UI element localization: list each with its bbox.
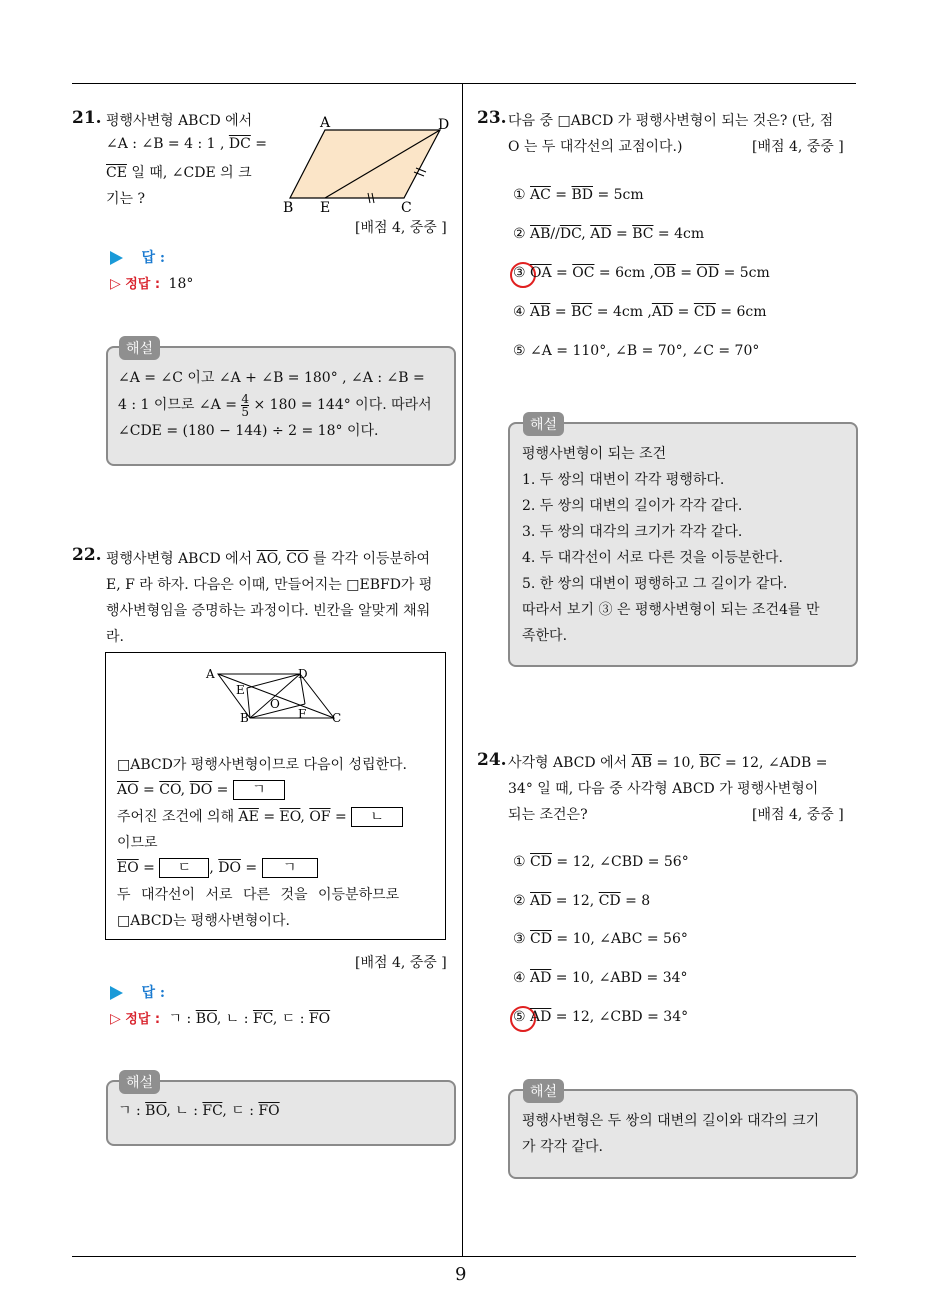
option-4: ④ $\overline{AD} = 10$, ∠ABD = 34° [513,970,688,986]
option-5: ⑤ $\overline{AD} = 12$, ∠CBD = 34° [513,1009,689,1025]
label-f: F [298,707,307,721]
proof-line: 이므로 [117,835,158,851]
answer-label: 답 : [141,985,166,1001]
correct-label: 정답 : [125,1012,161,1027]
solution-line: 1. 두 쌍의 대변이 각각 평행하다. [522,472,725,488]
question-text: 사각형 ABCD 에서 $\overline{AB} = 10$, $\overline{BC} = 12$, ∠ADB = [508,755,828,771]
question-text: 행사변형임을 증명하는 과정이다. 빈칸을 알맞게 채워 [106,603,431,619]
question-number: 23. [477,108,507,128]
correct-label: 정답 : [125,277,161,292]
label-c: C [332,711,342,725]
correct-row [110,273,193,292]
question-text: 평행사변형 ABCD 에서 $\overline{AO}$, $\overline{CO}$ 를 각각 이등분하여 [106,551,431,567]
solution-tag: 해설 [523,412,564,436]
blank-g2: ㄱ [262,858,318,878]
label-b: B [283,200,294,216]
solution-line: ㄱ : $\overline{BO}$, ㄴ : $\overline{FC}$, ㄷ : $\overline{FO}$ [118,1103,280,1119]
solution-tag: 해설 [119,336,160,360]
solution-line: 4. 두 대각선이 서로 다른 것을 이등분한다. [522,550,783,566]
score: [배점 4, 중중 ] [752,139,844,155]
blank-n: ㄴ [351,807,403,827]
proof-line: □ABCD가 평행사변형이므로 다음이 성립한다. [117,757,408,773]
question-number: 22. [72,545,102,565]
option-5: ⑤ ∠A = 110°, ∠B = 70°, ∠C = 70° [513,343,760,359]
label-c: C [401,200,412,216]
solution-line: 따라서 보기 ③ 은 평행사변형이 되는 조건4를 만 [522,602,820,618]
proof-line: 두 대각선이 서로 다른 것을 이등분하므로 [117,887,400,903]
outline-triangle-icon: ▷ [110,1011,121,1027]
parallelogram-figure [280,112,460,216]
bottom-rule [72,1256,856,1257]
score: [배점 4, 중중 ] [752,807,844,823]
answer-row [110,982,165,1002]
answer-row [110,247,165,267]
label-b: B [240,711,249,725]
solution-line: 3. 두 쌍의 대각의 크기가 각각 같다. [522,524,743,540]
question-text: 평행사변형 ABCD 에서 [106,113,253,129]
proof-line: 주어진 조건에 의해 $\overline{AE} = \overline{EO}$, $\overline{OF}$ = ㄴ [117,806,403,827]
blank-d: ㄷ [159,858,209,878]
play-icon [110,986,123,1000]
score: [배점 4, 중중 ] [355,220,447,236]
question-text: 라. [106,629,124,645]
label-e: E [236,683,245,697]
solution-line: ∠CDE = (180 − 144) ÷ 2 = 18° 이다. [118,423,379,439]
question-text: 34° 일 때, 다음 중 사각형 ABCD 가 평행사변형이 [508,781,819,797]
solution-line: 평행사변형이 되는 조건 [522,446,667,462]
top-rule [72,83,856,84]
label-a: A [320,115,331,131]
solution-line: 5. 한 쌍의 대변이 평행하고 그 길이가 같다. [522,576,788,592]
question-text: 되는 조건은? [508,807,588,823]
correct-value: 18° [168,276,194,292]
solution-line: ∠A = ∠C 이고 ∠A + ∠B = 180° , ∠A : ∠B = [118,370,425,386]
option-1: ① $\overline{AC} = \overline{BD} = 5cm$ [513,187,644,203]
question-number: 21. [72,108,102,128]
proof-line: $\overline{AO} = \overline{CO}$, $\overline{DO}$ = ㄱ [117,780,285,800]
option-1: ① $\overline{CD} = 12$, ∠CBD = 56° [513,854,689,870]
question-text: O 는 두 대각선의 교점이다.) [508,139,683,155]
outline-triangle-icon: ▷ [110,276,121,292]
question-text: 다음 중 □ABCD 가 평행사변형이 되는 것은? (단, 점 [508,113,834,129]
question-text: E, F 라 하자. 다음은 이때, 만들어지는 □EBFD가 평 [106,577,433,593]
label-d: D [298,667,308,681]
column-divider [462,83,463,1256]
parallelogram-diagonals-figure [200,660,350,728]
option-2: ② $\overline{AD} = 12$, $\overline{CD} = 8$ [513,893,651,909]
play-icon [110,251,123,265]
label-a: A [206,667,215,681]
option-3: ③ $\overline{OA} = \overline{OC} = 6cm$ $,\overline{OB} = \overline{OD} = 5cm$ [513,265,770,281]
proof-line: □ABCD는 평행사변형이다. [117,913,290,929]
answer-label: 답 : [141,250,166,266]
solution-line: 평행사변형은 두 쌍의 대변의 길이와 대각의 크기 [522,1113,820,1129]
score: [배점 4, 중중 ] [355,955,447,971]
option-4: ④ $\overline{AB} = \overline{BC} = 4cm$ $,\overline{AD} = \overline{CD} = 6cm$ [513,304,767,320]
question-text: $\overline{CE}$ 일 때, ∠CDE 의 크 [106,165,252,181]
question-text: 기는 ? [106,191,146,207]
label-o: O [270,697,280,711]
option-3: ③ $\overline{CD} = 10$, ∠ABC = 56° [513,931,688,947]
correct-row [110,1008,330,1028]
solution-tag: 해설 [119,1070,160,1094]
page-number: 9 [455,1264,467,1285]
proof-line: $\overline{EO}$ = ㄷ , $\overline{DO}$ = ㄱ [117,858,318,878]
blank-g: ㄱ [233,780,285,800]
solution-line: 2. 두 쌍의 대변의 길이가 각각 같다. [522,498,743,514]
solution-tag: 해설 [523,1079,564,1103]
solution-line: 족한다. [522,628,568,644]
solution-line: 4 : 1 이므로 ∠A = $\frac{4}{5}$ × 180 = 144° 이다. 따라서 [118,391,432,419]
solution-line: 가 각각 같다. [522,1139,603,1155]
correct-value: ㄱ : $\overline{BO}$, ㄴ : $\overline{FC}$, ㄷ : $\overline{FO}$ [168,1011,331,1027]
label-e: E [320,200,331,216]
question-number: 24. [477,750,507,770]
question-text: ∠A : ∠B = 4 : 1 , $\overline{DC}$ = [106,136,268,152]
option-2: ② $\overline{AB}//\overline{DC}$, $\overline{AD} = \overline{BC} = 4cm$ [513,226,705,242]
label-d: D [438,117,450,133]
